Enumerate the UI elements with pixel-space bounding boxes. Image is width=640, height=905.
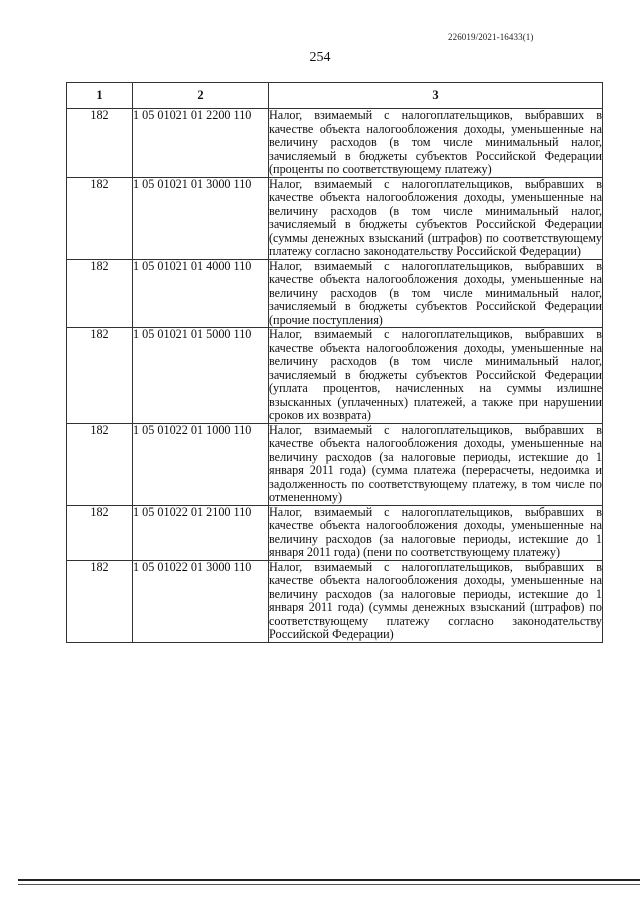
administrator-code-cell: 182 (67, 505, 133, 560)
description-cell: Налог, взимаемый с налогоплательщиков, выбравших в качестве объекта налогообложения доходы, уменьшенные на величину расходов (за налоговые периоды, истекшие до 1 января 2011 года) (суммы денежных взысканий (штрафов) по соответствующему платежу согласно законодательству Российской Федерации) (269, 559, 602, 641)
administrator-code-cell: 182 (67, 109, 133, 178)
description-cell: Налог, взимаемый с налогоплательщиков, выбравших в качестве объекта налогообложения доходы, уменьшенные на величину расходов (в том числе минимальный налог, зачисляемый в бюджеты субъектов Российской Федерации (прочие поступления) (269, 258, 602, 327)
page-bottom-rule-thin (18, 884, 640, 885)
budget-code-cell: 1 05 01021 01 3000 110 (133, 177, 269, 259)
table-header-row (67, 83, 603, 109)
administrator-code-cell: 182 (67, 177, 133, 259)
column-header-3: 3 (269, 83, 603, 109)
table-row (67, 177, 603, 259)
administrator-code-cell: 182 (67, 560, 133, 642)
budget-code-cell: 1 05 01021 01 5000 110 (133, 328, 269, 424)
budget-code-cell: 1 05 01022 01 1000 110 (133, 423, 269, 505)
budget-code-cell: 1 05 01021 01 2200 110 (133, 109, 269, 178)
column-header-1: 1 (67, 83, 133, 109)
table-row (67, 328, 603, 424)
description-cell: Налог, взимаемый с налогоплательщиков, выбравших в качестве объекта налогообложения доходы, уменьшенные на величину расходов (в том числе минимальный налог, зачисляемый в бюджеты субъектов Российской Федерации (суммы денежных взысканий (штрафов) по соответствующему платежу согласно законодательству Российской Федерации) (269, 176, 602, 258)
description-cell: Налог, взимаемый с налогоплательщиков, выбравших в качестве объекта налогообложения доходы, уменьшенные на величину расходов (в том числе минимальный налог, зачисляемый в бюджеты субъектов Российской Федерации (уплата процентов, начисленных на суммы излишне взысканных (уплаченных) платежей, а также при нарушении сроков их возврата) (269, 327, 602, 422)
budget-code-cell: 1 05 01021 01 4000 110 (133, 259, 269, 328)
administrator-code-cell: 182 (67, 423, 133, 505)
document-code: 226019/2021-16433(1) (448, 32, 534, 42)
administrator-code-cell: 182 (67, 259, 133, 328)
page-bottom-rule (18, 879, 640, 881)
table-row (67, 259, 603, 328)
administrator-code-cell: 182 (67, 328, 133, 424)
budget-code-cell: 1 05 01022 01 3000 110 (133, 560, 269, 642)
budget-codes-table (66, 82, 603, 643)
table-row (67, 109, 603, 178)
description-cell: Налог, взимаемый с налогоплательщиков, выбравших в качестве объекта налогообложения доходы, уменьшенные на величину расходов (за налоговые периоды, истекшие до 1 января 2011 года) (сумма платежа (перерасчеты, недоимка и задолженность по соответствующему платежу, в том числе по отмененному) (269, 422, 602, 504)
page-number: 254 (309, 50, 331, 65)
table-row (67, 505, 603, 560)
column-header-2: 2 (133, 83, 269, 109)
description-cell: Налог, взимаемый с налогоплательщиков, выбравших в качестве объекта налогообложения доходы, уменьшенные на величину расходов (за налоговые периоды, истекшие до 1 января 2011 года) (пени по соответствующему платежу) (269, 504, 602, 559)
table-row (67, 423, 603, 505)
table-row (67, 560, 603, 642)
description-cell: Налог, взимаемый с налогоплательщиков, выбравших в качестве объекта налогообложения доходы, уменьшенные на величину расходов (в том числе минимальный налог, зачисляемый в бюджеты субъектов Российской Федерации (проценты по соответствующему платежу) (269, 108, 602, 176)
budget-code-cell: 1 05 01022 01 2100 110 (133, 505, 269, 560)
